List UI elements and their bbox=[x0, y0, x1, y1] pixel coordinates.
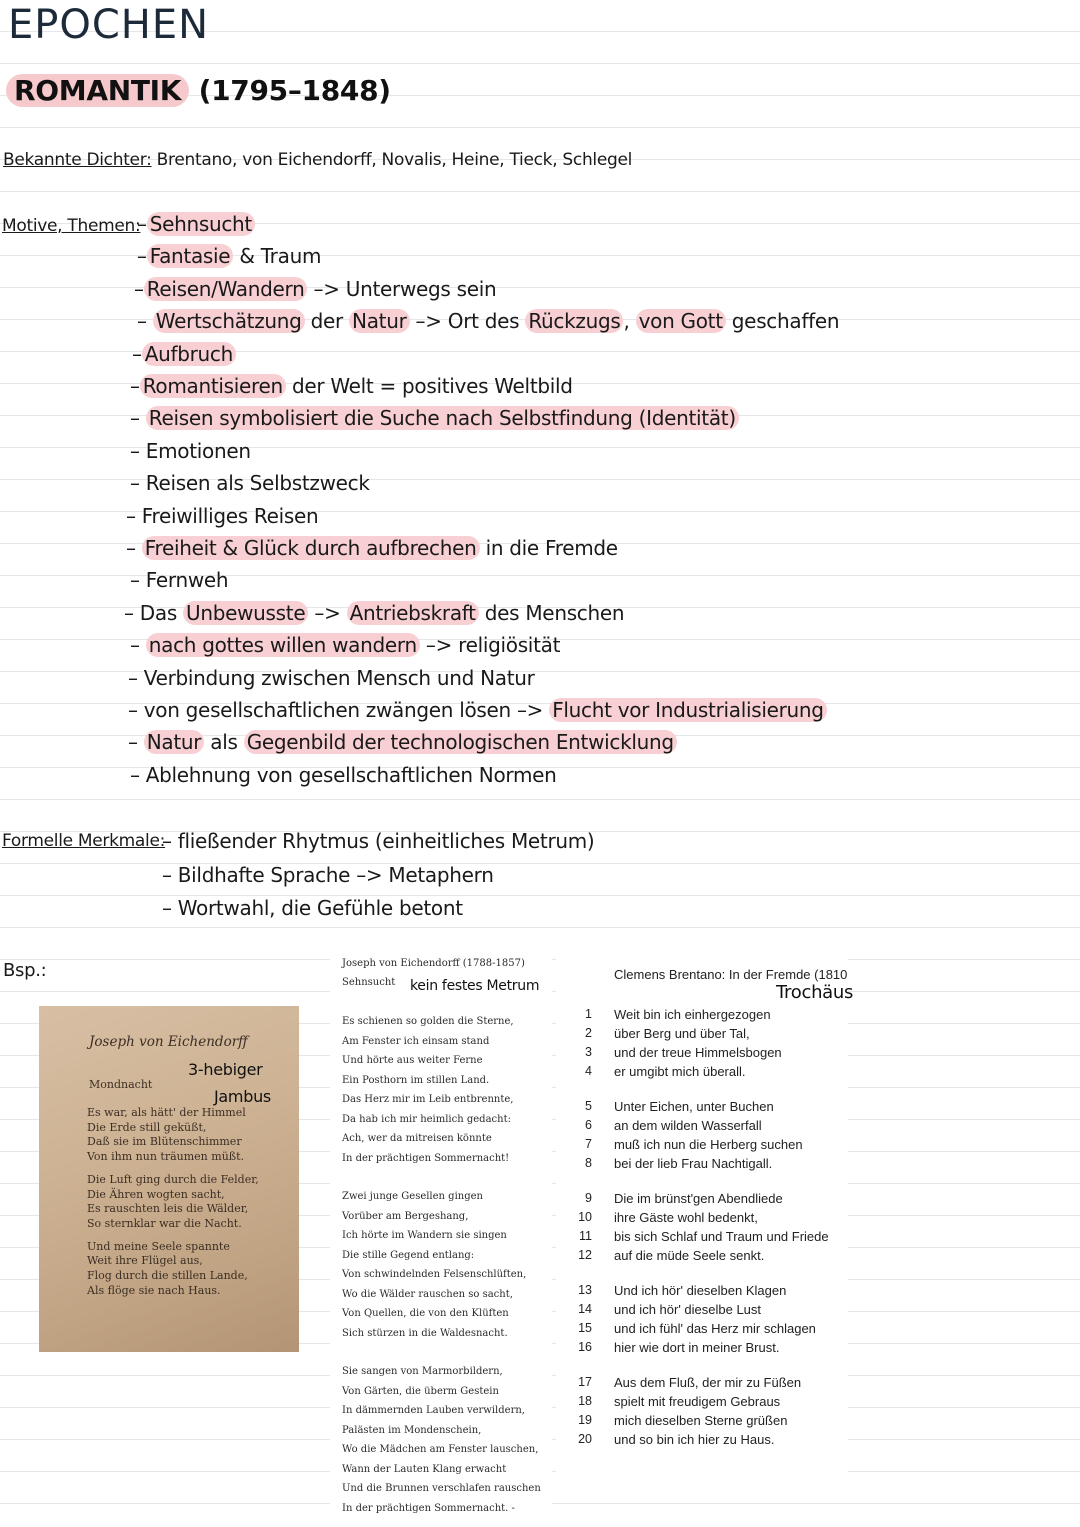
poets-label: Bekannte Dichter: bbox=[3, 150, 152, 170]
line-number: 6 bbox=[585, 1118, 592, 1132]
motive-text: – bbox=[134, 276, 144, 301]
annotation-jambus: Jambus bbox=[214, 1087, 271, 1106]
line-number: 5 bbox=[585, 1099, 592, 1113]
poem-line: Es war, als hätt' der Himmel bbox=[87, 1106, 246, 1119]
motive-item bbox=[124, 601, 624, 625]
poem-line: über Berg und über Tal, bbox=[614, 1026, 750, 1041]
poem-line: Wann der Lauten Klang erwacht bbox=[342, 1463, 507, 1475]
poem-line: Weit bin ich einhergezogen bbox=[614, 1007, 771, 1022]
highlighted-text: Fantasie bbox=[147, 244, 234, 268]
motive-item bbox=[126, 536, 618, 560]
motive-text: – bbox=[137, 309, 153, 334]
poem-line: bis sich Schlaf und Traum und Friede bbox=[614, 1229, 829, 1244]
line-number: 14 bbox=[578, 1302, 592, 1316]
poem-line: und so bin ich hier zu Haus. bbox=[614, 1432, 775, 1447]
poem-line: Wo die Wälder rauschen so sacht, bbox=[342, 1288, 513, 1300]
line-number: 2 bbox=[585, 1026, 592, 1040]
poem-line: Flog durch die stillen Lande, bbox=[87, 1269, 248, 1282]
poem-line: bei der lieb Frau Nachtigall. bbox=[614, 1156, 773, 1171]
poem-line: Zwei junge Gesellen gingen bbox=[342, 1191, 483, 1202]
line-number: 11 bbox=[579, 1229, 592, 1243]
highlighted-text: Reisen/Wandern bbox=[144, 277, 308, 301]
poem-line: Von Quellen, die von den Klüften bbox=[342, 1308, 509, 1319]
highlighted-text: Flucht vor Industrialisierung bbox=[549, 698, 826, 722]
motive-item bbox=[132, 342, 236, 366]
poem-line: Als flöge sie nach Haus. bbox=[87, 1283, 221, 1297]
motive-text: – Fernweh bbox=[130, 568, 229, 593]
poem-line: Und die Brunnen verschlafen rauschen bbox=[342, 1483, 541, 1494]
highlighted-text: Sehnsucht bbox=[147, 212, 255, 236]
highlighted-text: Romantisieren bbox=[140, 374, 286, 398]
motive-text: – bbox=[130, 633, 146, 658]
motive-text: –> Unterwegs sein bbox=[307, 276, 497, 301]
poem-line: Vorüber am Bergeshang, bbox=[342, 1210, 469, 1222]
motive-item bbox=[130, 568, 228, 592]
motive-item bbox=[130, 633, 560, 657]
poem-line: hier wie dort in meiner Brust. bbox=[614, 1340, 780, 1355]
poem-line: an dem wilden Wasserfall bbox=[614, 1118, 762, 1133]
line-number: 20 bbox=[578, 1432, 592, 1446]
line-number: 8 bbox=[585, 1156, 592, 1170]
poem-line: In der prächtigen Sommernacht. - bbox=[342, 1502, 515, 1514]
motive-text: – Emotionen bbox=[130, 438, 251, 463]
line-number: 4 bbox=[585, 1064, 592, 1078]
poem-line: Palästen im Mondenschein, bbox=[342, 1424, 482, 1436]
sehnsucht-author: Joseph von Eichendorff (1788-1857) bbox=[342, 958, 525, 969]
formal-item: – Wortwahl, die Gefühle betont bbox=[162, 896, 463, 920]
poem-line: Die stille Gegend entlang: bbox=[342, 1249, 475, 1261]
motive-item bbox=[128, 666, 535, 690]
motive-text: der bbox=[304, 309, 350, 334]
poem-line: Aus dem Fluß, der mir zu Füßen bbox=[614, 1375, 802, 1390]
poem-line: Und hörte aus weiter Ferne bbox=[342, 1055, 483, 1066]
highlighted-text: Unbewusste bbox=[183, 601, 308, 625]
example-label: Bsp.: bbox=[3, 960, 47, 981]
poem-line: Ach, wer da mitreisen könnte bbox=[342, 1133, 492, 1144]
motive-text: – Reisen als Selbstzweck bbox=[130, 471, 370, 496]
sehnsucht-title: Sehnsucht bbox=[342, 977, 396, 988]
motive-text: geschaffen bbox=[725, 309, 840, 334]
motive-item bbox=[130, 471, 370, 495]
poem-line: Von ihm nun träumen müßt. bbox=[87, 1150, 245, 1164]
poem-line: Sie sangen von Marmorbildern, bbox=[342, 1366, 503, 1377]
motive-item bbox=[130, 439, 251, 463]
highlighted-text: Wertschätzung bbox=[153, 309, 305, 333]
annotation-no-meter: kein festes Metrum bbox=[410, 978, 540, 994]
poem-line: Weit ihre Flügel aus, bbox=[87, 1254, 203, 1268]
highlighted-text: Reisen symbolisiert die Suche nach Selbstfindung (Identität) bbox=[146, 406, 739, 430]
line-number: 19 bbox=[578, 1413, 592, 1427]
highlighted-text: Rückzugs bbox=[525, 309, 623, 333]
fremde-poem bbox=[556, 952, 848, 1472]
fremde-title: Clemens Brentano: In der Fremde (1810 bbox=[614, 967, 848, 982]
poem-line: Die Luft ging durch die Felder, bbox=[87, 1172, 259, 1186]
motive-item bbox=[134, 277, 496, 301]
poem-line: Und ich hör' dieselben Klagen bbox=[614, 1283, 787, 1298]
poem-line: Ein Posthorn im stillen Land. bbox=[342, 1074, 490, 1086]
annotation-meter: 3-hebiger bbox=[188, 1060, 263, 1079]
poem-line: Von Gärten, die überm Gestein bbox=[342, 1385, 499, 1397]
motive-text: – bbox=[126, 536, 142, 560]
poem-line: muß ich nun die Herberg suchen bbox=[614, 1137, 803, 1152]
motive-text: –> bbox=[308, 600, 347, 625]
poem-line: Die Erde still geküßt, bbox=[87, 1120, 207, 1134]
highlighted-text: Gegenbild der technologischen Entwicklung bbox=[244, 730, 677, 754]
poem-line: ihre Gäste wohl bedenkt, bbox=[614, 1210, 758, 1225]
motive-text: – bbox=[130, 406, 146, 431]
poem-line: Das Herz mir im Leib entbrennte, bbox=[342, 1094, 514, 1105]
poem-line: spielt mit freudigem Gebraus bbox=[614, 1394, 781, 1409]
poem-line: Die Ähren wogten sacht, bbox=[87, 1187, 225, 1201]
line-number: 7 bbox=[585, 1137, 592, 1151]
poem-line: und ich hör' dieselbe Lust bbox=[614, 1302, 762, 1317]
poem-line: Die im brünst'gen Abendliede bbox=[614, 1191, 783, 1206]
motive-label: Motive, Themen: bbox=[2, 216, 141, 236]
line-number: 15 bbox=[578, 1321, 592, 1335]
motive-text: – bbox=[137, 244, 147, 269]
motive-text: des Menschen bbox=[478, 600, 625, 625]
line-number: 10 bbox=[578, 1210, 592, 1224]
motive-item bbox=[128, 698, 827, 722]
line-number: 3 bbox=[585, 1045, 592, 1059]
motive-text: in die Fremde bbox=[479, 536, 618, 560]
line-number: 18 bbox=[578, 1394, 592, 1408]
poem-line: Und meine Seele spannte bbox=[87, 1239, 230, 1253]
motive-item bbox=[137, 244, 321, 268]
mondnacht-title: Mondnacht bbox=[89, 1078, 153, 1091]
motive-text: & Traum bbox=[233, 244, 322, 269]
highlighted-text: Freiheit & Glück durch aufbrechen bbox=[142, 536, 480, 560]
motive-text: als bbox=[204, 730, 244, 755]
poem-line: Sich stürzen in die Waldesnacht. bbox=[342, 1327, 508, 1339]
poem-line: auf die müde Seele senkt. bbox=[614, 1248, 765, 1263]
highlighted-text: nach gottes willen wandern bbox=[146, 633, 420, 657]
poem-line: Ich hörte im Wandern sie singen bbox=[342, 1230, 507, 1241]
poem-line: So sternklar war die Nacht. bbox=[87, 1216, 242, 1230]
motive-text: – bbox=[137, 212, 147, 236]
poem-line: Daß sie im Blütenschimmer bbox=[87, 1135, 242, 1149]
poem-line: Es rauschten leis die Wälder, bbox=[87, 1202, 249, 1216]
highlighted-text: Natur bbox=[349, 309, 409, 333]
poets-text: Brentano, von Eichendorff, Novalis, Heine, Tieck, Schlegel bbox=[156, 150, 633, 170]
page-title: EPOCHEN bbox=[8, 2, 210, 48]
poem-line: er umgibt mich überall. bbox=[614, 1064, 746, 1079]
motive-text: – Ablehnung von gesellschaftlichen Normen bbox=[130, 762, 557, 787]
motive-text: –> Ort des bbox=[409, 309, 526, 334]
highlighted-text: von Gott bbox=[636, 309, 726, 333]
poets-row bbox=[3, 150, 632, 170]
formal-item: – fließender Rhytmus (einheitliches Metrum) bbox=[162, 829, 595, 853]
formal-item: – Bildhafte Sprache –> Metaphern bbox=[162, 863, 494, 887]
motive-text: – bbox=[132, 341, 142, 366]
line-number: 16 bbox=[578, 1340, 592, 1354]
line-number: 9 bbox=[585, 1191, 592, 1205]
motive-item bbox=[137, 309, 839, 333]
poem-line: Wo die Mädchen am Fenster lauschen, bbox=[342, 1444, 539, 1455]
motive-item bbox=[130, 374, 573, 398]
motive-item bbox=[128, 730, 677, 754]
poem-line: Es schienen so golden die Sterne, bbox=[342, 1016, 514, 1027]
motive-text: – von gesellschaftlichen zwängen lösen –> bbox=[128, 698, 550, 722]
motive-item bbox=[137, 212, 255, 236]
sehnsucht-poem bbox=[330, 946, 552, 1527]
motive-text: – Verbindung zwischen Mensch und Natur bbox=[128, 665, 535, 690]
poem-line: In dämmernden Lauben verwildern, bbox=[342, 1405, 525, 1416]
formal-label: Formelle Merkmale: bbox=[2, 831, 166, 851]
motive-text: –> religiösität bbox=[419, 633, 561, 658]
poem-line: Von schwindelnden Felsenschlüften, bbox=[342, 1269, 527, 1280]
motive-item bbox=[126, 504, 318, 528]
poem-line: Am Fenster ich einsam stand bbox=[342, 1035, 490, 1047]
epoch-years: (1795–1848) bbox=[198, 74, 391, 107]
poem-line: und der treue Himmelsbogen bbox=[614, 1045, 782, 1060]
motive-text: – Das bbox=[124, 600, 183, 625]
line-number: 12 bbox=[578, 1248, 592, 1262]
motive-text: – bbox=[130, 374, 140, 398]
mondnacht-photo bbox=[39, 1006, 299, 1352]
epoch-heading bbox=[6, 74, 391, 107]
mondnacht-author: Joseph von Eichendorff bbox=[89, 1034, 248, 1050]
line-number: 17 bbox=[578, 1375, 592, 1389]
line-number: 13 bbox=[578, 1283, 592, 1297]
motive-item bbox=[130, 763, 557, 787]
motive-item bbox=[130, 406, 739, 430]
poem-line: mich dieselben Sterne grüßen bbox=[614, 1413, 788, 1428]
epoch-name: ROMANTIK bbox=[6, 74, 189, 107]
poem-line: Unter Eichen, unter Buchen bbox=[614, 1099, 774, 1114]
motive-text: , bbox=[623, 309, 636, 334]
highlighted-text: Natur bbox=[144, 730, 204, 754]
motive-text: der Welt = positives Weltbild bbox=[285, 374, 573, 398]
annotation-trochaeus: Trochäus bbox=[776, 982, 854, 1003]
poem-line: und ich fühl' das Herz mir schlagen bbox=[614, 1321, 816, 1336]
poem-line: Da hab ich mir heimlich gedacht: bbox=[342, 1113, 511, 1125]
motive-text: – Freiwilliges Reisen bbox=[126, 503, 319, 528]
highlighted-text: Antriebskraft bbox=[347, 601, 479, 625]
line-number: 1 bbox=[585, 1007, 592, 1021]
highlighted-text: Aufbruch bbox=[142, 342, 236, 366]
poem-line: In der prächtigen Sommernacht! bbox=[342, 1152, 510, 1164]
motive-text: – bbox=[128, 730, 144, 755]
